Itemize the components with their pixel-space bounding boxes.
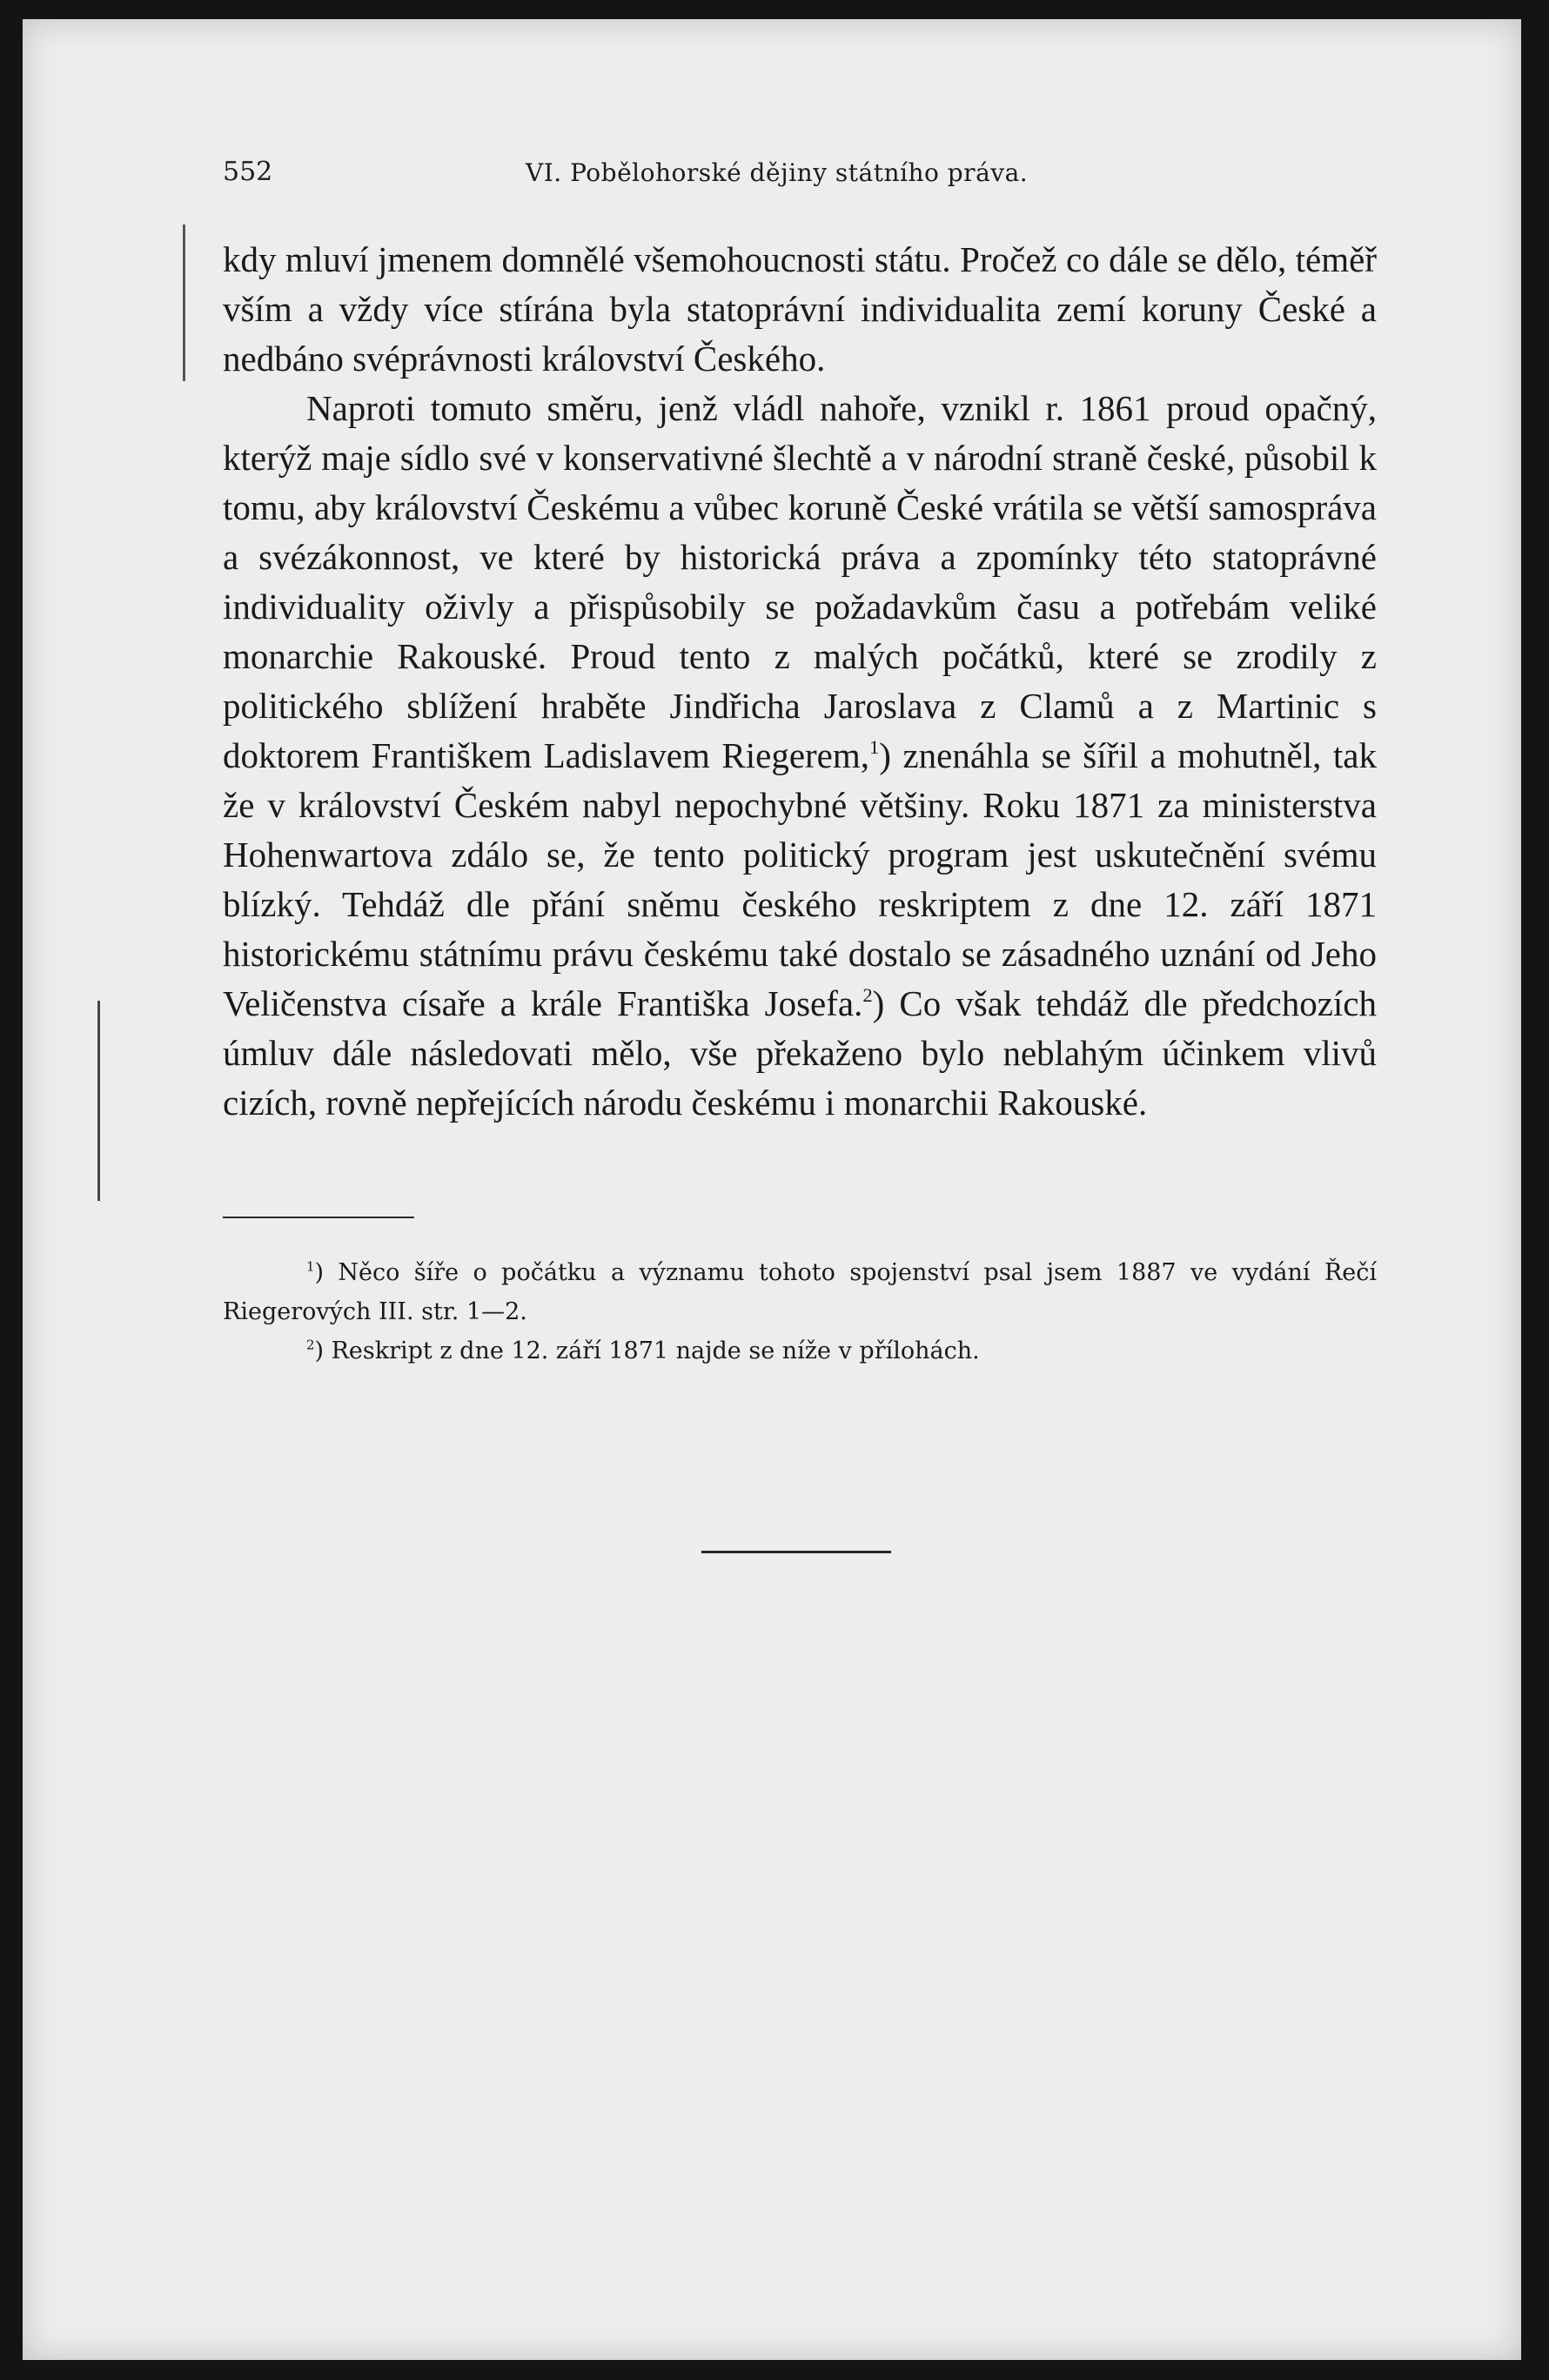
paragraph-text: kdy mluví jmenem domnělé všemohoucnosti státu. Pročež co dále se dělo, téměř vším a vždy více stírána byla statoprávní individualita zemí koruny České a nedbáno svéprávnosti království Českého.	[223, 239, 1377, 379]
footnote-divider	[223, 1217, 414, 1218]
paragraph	[223, 384, 1377, 1128]
margin-pencil-mark	[97, 1001, 100, 1201]
paragraph	[223, 235, 1377, 384]
paragraph-text: Naproti tomuto směru, jenž vládl nahoře, vznikl r. 1861 proud opačný, kterýž maje sídlo své v konservativné šlechtě a v národní straně české, působil k tomu, aby království Českému a vůbec koruně České vrátila se větší samospráva a svézákonnost, ve které by historická práva a zpomínky této statoprávné individuality oživly a přispůsobily se požadavkům času a potřebám veliké monarchie Rakouské. Proud tento z malých počátků, které se zrodily z politického sblížení hraběte Jindřicha Jaroslava z Clamů a z Martinic s doktorem Františkem Ladislavem Riegerem,	[223, 388, 1377, 775]
footnotes	[223, 1253, 1377, 1371]
paragraph-text: ) znenáhla se šířil a mohutněl, tak že v království Českém nabyl nepochybné většiny. Roku 1871 za ministerstva Hohenwartova zdálo se, že tento politický program jest uskutečnění svému blízký. Tehdáž dle přání sněmu českého reskriptem z dne 12. září 1871 historickému státnímu právu českému také dostalo se zásadného uznání od Jeho Veličenstva císaře a krále Františka Josefa.	[223, 735, 1377, 1023]
footnote-text: ) Reskript z dne 12. září 1871 najde se níže v přílohách.	[314, 1337, 980, 1364]
footnote-reference: 2	[862, 984, 873, 1007]
page-number: 552	[223, 157, 273, 187]
footnote	[223, 1253, 1377, 1331]
footnote-reference: 1	[869, 736, 880, 759]
section-end-rule	[701, 1551, 891, 1553]
footnote	[223, 1331, 1377, 1371]
paragraph-text: ) Co však tehdáž dle předchozích úmluv dále následovati mělo, vše překaženo bylo neblahým účinkem vlivů cizích, rovně nepřejících národu českému i monarchii Rakouské.	[223, 983, 1378, 1123]
margin-pencil-mark	[183, 225, 185, 381]
footnote-marker: 2	[306, 1337, 315, 1353]
page-header	[223, 157, 1093, 200]
footnote-text: ) Něco šíře o počátku a významu tohoto spojenství psal jsem 1887 ve vydání Řečí Riegerových III. str. 1—2.	[223, 1259, 1377, 1325]
running-head: VI. Pobělohorské dějiny státního práva.	[526, 158, 1029, 187]
footnote-marker: 1	[306, 1258, 315, 1275]
body-text	[223, 235, 1377, 1128]
